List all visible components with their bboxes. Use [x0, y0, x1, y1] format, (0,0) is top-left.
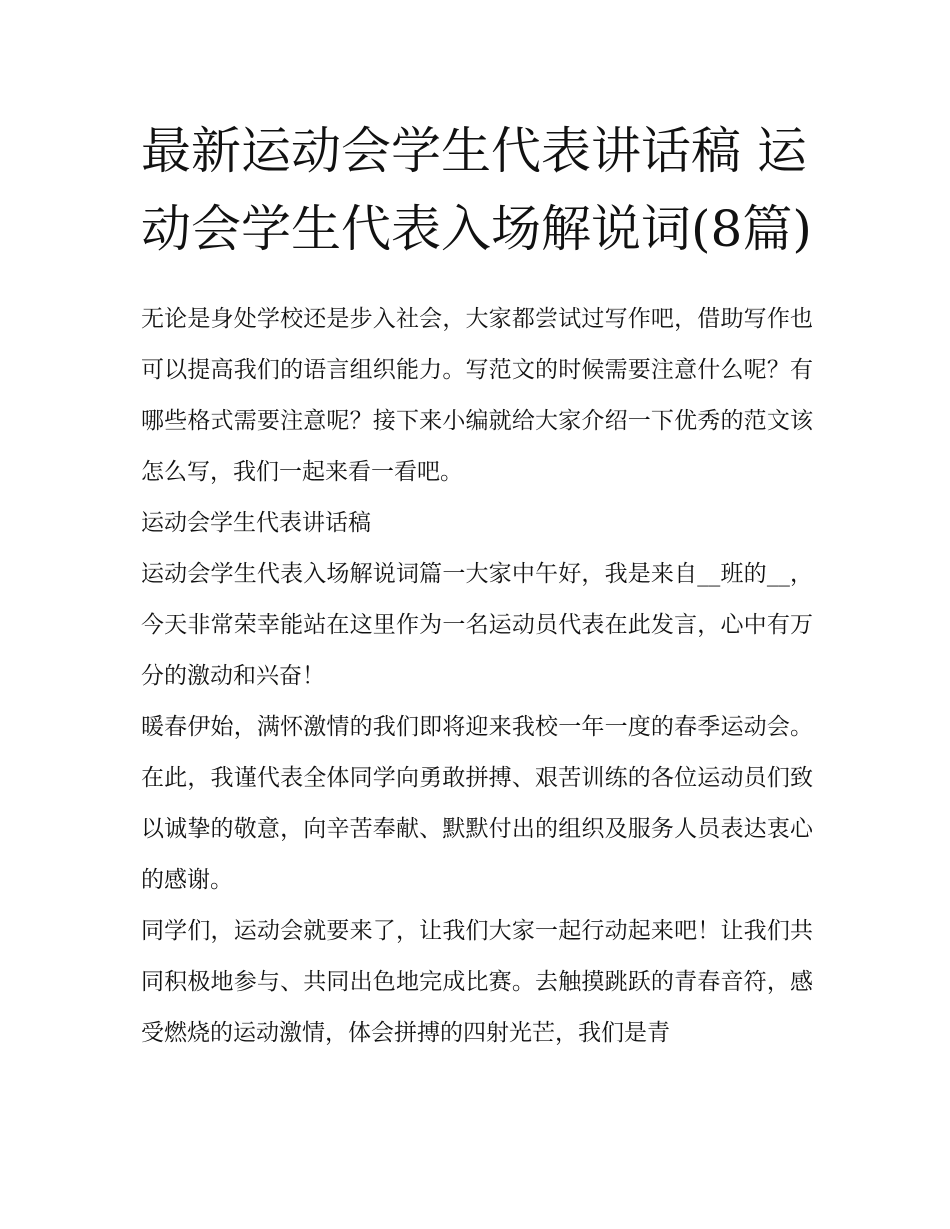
document-title: 最新运动会学生代表讲话稿 运动会学生代表入场解说词(8篇) — [141, 122, 812, 258]
document-page — [141, 112, 813, 1059]
paragraph-call-to-action: 同学们，运动会就要来了，让我们大家一起行动起来吧！让我们共同积极地参与、共同出色地完成比赛。去触摸跳跃的青春音符，感受燃烧的运动激情，体会拼搏的四射光芒，我们是青 — [141, 918, 813, 1046]
paragraph-greeting: 运动会学生代表入场解说词篇一大家中午好，我是来自__班的__，今天非常荣幸能站在这里作为一名运动员代表在此发言，心中有万分的激动和兴奋！ — [141, 561, 813, 689]
paragraph-spring: 暖春伊始，满怀激情的我们即将迎来我校一年一度的春季运动会。在此，我谨代表全体同学向勇敢拼搏、艰苦训练的各位运动员们致以诚挚的敬意，向辛苦奉献、默默付出的组织及服务人员表达衷心的感谢。 — [141, 714, 813, 893]
document-body — [141, 294, 813, 1059]
paragraph-subheading: 运动会学生代表讲话稿 — [141, 510, 371, 536]
paragraph-intro: 无论是身处学校还是步入社会，大家都尝试过写作吧，借助写作也可以提高我们的语言组织能力。写范文的时候需要注意什么呢？有哪些格式需要注意呢？接下来小编就给大家介绍一下优秀的范文该怎么写，我们一起来看一看吧。 — [141, 306, 813, 485]
